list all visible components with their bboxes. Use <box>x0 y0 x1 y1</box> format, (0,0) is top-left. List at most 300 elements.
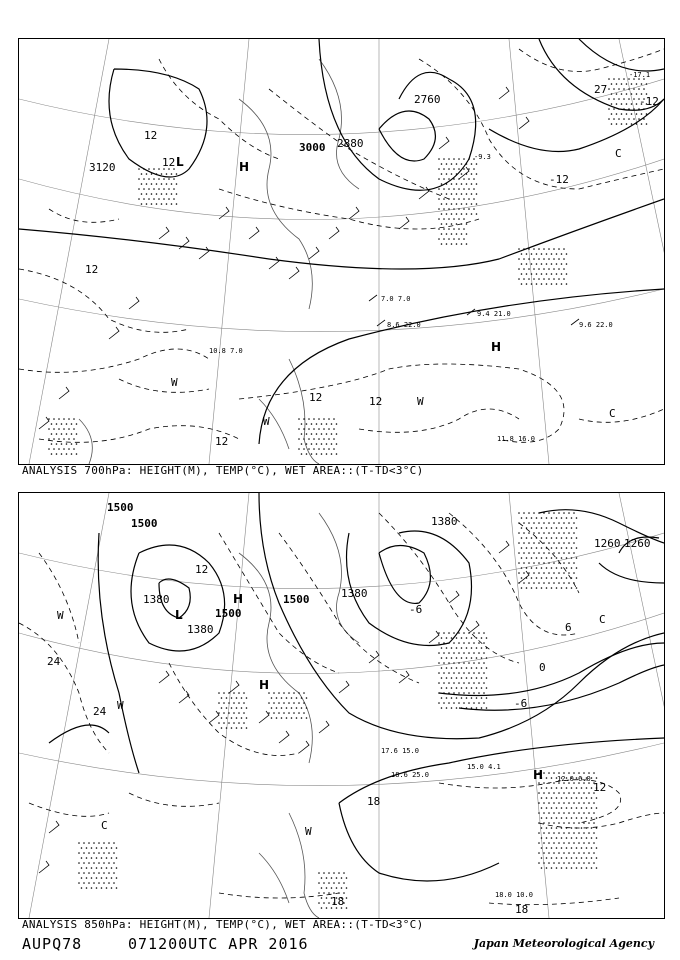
wet-dot <box>473 692 475 694</box>
wet-dot <box>581 837 583 839</box>
wet-dot <box>473 198 475 200</box>
wet-dot <box>473 642 475 644</box>
wet-dot <box>563 572 565 574</box>
wet-dot <box>561 577 563 579</box>
wet-dot <box>233 692 235 694</box>
wet-dot <box>71 453 73 455</box>
height-label: 3000 <box>299 141 326 154</box>
wet-dot <box>68 438 70 440</box>
wet-dot <box>451 697 453 699</box>
wet-dot <box>448 208 450 210</box>
wet-dot <box>308 428 310 430</box>
wet-dot <box>541 807 543 809</box>
wet-dot <box>583 772 585 774</box>
wet-dot <box>466 667 468 669</box>
wet-dot <box>473 702 475 704</box>
wet-dot <box>81 887 83 889</box>
wet-dot <box>541 537 543 539</box>
wet-dot <box>546 537 548 539</box>
wet-dot <box>461 223 463 225</box>
wet-dot <box>476 667 478 669</box>
wet-dot <box>448 178 450 180</box>
wet-dot <box>106 857 108 859</box>
wet-dot <box>158 198 160 200</box>
wet-dot <box>538 532 540 534</box>
wet-dot <box>518 562 520 564</box>
wet-dot <box>171 183 173 185</box>
wet-dot <box>223 692 225 694</box>
wet-dot <box>51 433 53 435</box>
wet-dot <box>541 837 543 839</box>
wet-dot <box>441 637 443 639</box>
wet-dot <box>521 263 523 265</box>
height-label: 1500 <box>215 607 242 620</box>
wet-dot <box>463 672 465 674</box>
wet-dot <box>586 797 588 799</box>
wet-dot <box>278 702 280 704</box>
wet-dot <box>461 183 463 185</box>
wet-dot <box>576 587 578 589</box>
wet-dot <box>56 443 58 445</box>
wet-dot <box>336 453 338 455</box>
bulletin-time: 071200UTC APR 2016 <box>128 935 309 953</box>
wet-dot <box>528 522 530 524</box>
wet-dot <box>461 203 463 205</box>
wet-dot <box>558 268 560 270</box>
wet-dot <box>538 802 540 804</box>
wet-dot <box>448 188 450 190</box>
wet-dot <box>103 882 105 884</box>
wet-dot <box>591 867 593 869</box>
wet-dot <box>456 667 458 669</box>
wet-dot <box>531 567 533 569</box>
wet-dot <box>451 163 453 165</box>
wet-dot <box>443 158 445 160</box>
wet-dot <box>443 178 445 180</box>
wet-dot <box>588 862 590 864</box>
wet-dot <box>236 717 238 719</box>
wet-dot <box>561 857 563 859</box>
wet-dot <box>446 233 448 235</box>
wet-dot <box>83 872 85 874</box>
wet-dot <box>138 198 140 200</box>
height-label: 1500 <box>107 501 134 514</box>
wet-dot <box>611 113 613 115</box>
wet-dot <box>288 702 290 704</box>
wet-dot <box>593 802 595 804</box>
wet-dot <box>578 822 580 824</box>
wet-dot <box>551 587 553 589</box>
wet-dot <box>548 842 550 844</box>
wet-dot <box>476 657 478 659</box>
wet-dot <box>108 842 110 844</box>
wet-dot <box>108 852 110 854</box>
wet-dot <box>86 877 88 879</box>
wet-dot <box>546 847 548 849</box>
wet-dot <box>476 213 478 215</box>
wet-dot <box>268 712 270 714</box>
wet-dot <box>596 847 598 849</box>
wet-dot <box>441 667 443 669</box>
wet-dot <box>591 817 593 819</box>
wet-dot <box>146 203 148 205</box>
wet-dot <box>321 443 323 445</box>
wet-dot <box>546 827 548 829</box>
wet-dot <box>523 532 525 534</box>
wet-dot <box>626 93 628 95</box>
wet-dot <box>311 423 313 425</box>
wet-dot <box>438 682 440 684</box>
wet-dot <box>636 123 638 125</box>
wet-dot <box>523 278 525 280</box>
wet-dot <box>446 667 448 669</box>
wet-dot <box>638 108 640 110</box>
wet-dot <box>446 213 448 215</box>
wet-dot <box>458 238 460 240</box>
wet-dot <box>608 108 610 110</box>
wet-dot <box>646 123 648 125</box>
wet-dot <box>571 567 573 569</box>
wet-dot <box>556 817 558 819</box>
wet-dot <box>466 697 468 699</box>
wet-dot <box>316 443 318 445</box>
wet-dot <box>453 168 455 170</box>
wet-dot <box>458 188 460 190</box>
wet-dot <box>581 847 583 849</box>
wet-dot <box>471 707 473 709</box>
wet-dot <box>113 862 115 864</box>
wet-dot <box>451 213 453 215</box>
wet-dot <box>458 642 460 644</box>
wet-dot <box>481 677 483 679</box>
wet-dot <box>556 587 558 589</box>
wet-dot <box>521 283 523 285</box>
wet-dot <box>176 203 178 205</box>
warm-center: W <box>417 395 424 408</box>
wet-dot <box>543 512 545 514</box>
wet-dot <box>66 453 68 455</box>
wet-dot <box>61 423 63 425</box>
wet-dot <box>541 527 543 529</box>
wet-dot <box>333 418 335 420</box>
wet-dot <box>583 802 585 804</box>
wet-dot <box>236 727 238 729</box>
wet-dot <box>98 852 100 854</box>
temp-label: 0 <box>539 661 546 674</box>
wet-dot <box>548 562 550 564</box>
wet-dot <box>276 697 278 699</box>
wet-dot <box>318 902 320 904</box>
wet-dot <box>476 203 478 205</box>
wet-dot <box>551 777 553 779</box>
wet-dot <box>543 258 545 260</box>
wet-dot <box>441 183 443 185</box>
wet-dot <box>298 428 300 430</box>
wet-dot <box>63 448 65 450</box>
wet-dot <box>566 857 568 859</box>
wet-dot <box>461 667 463 669</box>
wet-dot <box>58 428 60 430</box>
wet-dot <box>476 687 478 689</box>
wet-dot <box>463 178 465 180</box>
wet-dot <box>293 702 295 704</box>
wet-dot <box>551 253 553 255</box>
wet-dot <box>616 83 618 85</box>
svg-text:9.4 21.0: 9.4 21.0 <box>477 310 511 318</box>
wet-dot <box>453 702 455 704</box>
wet-dot <box>568 582 570 584</box>
wet-dot <box>483 702 485 704</box>
wet-dot <box>473 672 475 674</box>
wet-dot <box>556 253 558 255</box>
wet-dot <box>563 258 565 260</box>
wet-dot <box>453 158 455 160</box>
wet-dot <box>448 702 450 704</box>
wet-dot <box>113 872 115 874</box>
wet-dot <box>566 263 568 265</box>
wet-dot <box>443 652 445 654</box>
wet-dot <box>466 657 468 659</box>
wet-dot <box>561 263 563 265</box>
wet-dot <box>636 93 638 95</box>
wet-dot <box>448 662 450 664</box>
wet-dot <box>546 807 548 809</box>
high-center: H <box>491 340 502 354</box>
wet-dot <box>551 263 553 265</box>
wet-dot <box>543 812 545 814</box>
wet-dot <box>471 193 473 195</box>
wet-dot <box>283 692 285 694</box>
wet-dot <box>486 687 488 689</box>
wet-dot <box>303 712 305 714</box>
wet-dot <box>588 842 590 844</box>
wet-dot <box>101 877 103 879</box>
wet-dot <box>536 587 538 589</box>
wet-dot <box>581 827 583 829</box>
wet-dot <box>553 278 555 280</box>
wet-dot <box>541 263 543 265</box>
wet-dot <box>543 562 545 564</box>
wet-dot <box>238 722 240 724</box>
wet-dot <box>556 577 558 579</box>
wet-dot <box>83 882 85 884</box>
wet-dot <box>551 527 553 529</box>
wet-dot <box>553 562 555 564</box>
wet-dot <box>596 797 598 799</box>
wet-dot <box>171 203 173 205</box>
wet-dot <box>626 123 628 125</box>
wet-dot <box>311 443 313 445</box>
wet-dot <box>626 103 628 105</box>
wet-dot <box>346 907 348 909</box>
wet-dot <box>293 712 295 714</box>
wet-dot <box>608 98 610 100</box>
wet-dot <box>533 278 535 280</box>
wet-dot <box>531 587 533 589</box>
wet-dot <box>268 692 270 694</box>
wet-dot <box>448 238 450 240</box>
height-label: 1260 <box>594 537 621 550</box>
wet-dot <box>556 557 558 559</box>
wet-dot <box>96 847 98 849</box>
wet-dot <box>481 687 483 689</box>
wet-dot <box>158 188 160 190</box>
wet-dot <box>576 797 578 799</box>
wet-dot <box>443 702 445 704</box>
wet-dot <box>588 852 590 854</box>
wet-dot <box>463 198 465 200</box>
temp-label: 12 <box>195 563 209 576</box>
wet-dot <box>463 158 465 160</box>
wet-dot <box>573 832 575 834</box>
wet-dot <box>543 278 545 280</box>
wet-dot <box>168 188 170 190</box>
wet-dot <box>521 537 523 539</box>
wet-dot <box>561 787 563 789</box>
wet-dot <box>571 557 573 559</box>
wet-dot <box>456 213 458 215</box>
wet-dot <box>301 697 303 699</box>
wet-dot <box>541 857 543 859</box>
wet-dot <box>71 423 73 425</box>
wet-dot <box>328 892 330 894</box>
wet-dot <box>73 448 75 450</box>
wet-dot <box>443 632 445 634</box>
wet-dot <box>573 802 575 804</box>
wet-dot <box>568 822 570 824</box>
wet-dot <box>166 173 168 175</box>
wet-dot <box>518 552 520 554</box>
svg-text:7.0 7.0: 7.0 7.0 <box>381 295 411 303</box>
wet-dot <box>93 862 95 864</box>
wet-dot <box>343 882 345 884</box>
wet-dot <box>623 118 625 120</box>
svg-text:15.0 4.1: 15.0 4.1 <box>467 763 501 771</box>
wet-dot <box>548 582 550 584</box>
wet-dot <box>588 812 590 814</box>
wet-dot <box>336 887 338 889</box>
wet-dot <box>623 108 625 110</box>
wet-dot <box>546 527 548 529</box>
svg-text:18.6 25.0: 18.6 25.0 <box>391 771 429 779</box>
wet-dot <box>563 582 565 584</box>
wet-dot <box>573 562 575 564</box>
wet-dot <box>531 253 533 255</box>
wet-dot <box>593 822 595 824</box>
wet-dot <box>541 557 543 559</box>
wet-dot <box>451 243 453 245</box>
wet-dot <box>288 712 290 714</box>
wet-dot <box>538 582 540 584</box>
wet-dot <box>301 443 303 445</box>
wet-dot <box>103 872 105 874</box>
wet-dot <box>316 423 318 425</box>
wet-dot <box>568 792 570 794</box>
wet-dot <box>311 433 313 435</box>
station-plot <box>557 775 591 783</box>
wet-dot <box>561 537 563 539</box>
station-plot <box>497 435 535 443</box>
wet-dot <box>481 707 483 709</box>
wet-dot <box>591 827 593 829</box>
wet-dot <box>536 283 538 285</box>
wet-dot <box>538 552 540 554</box>
wet-dot <box>576 577 578 579</box>
wet-dot <box>438 158 440 160</box>
wet-dot <box>226 707 228 709</box>
wet-dot <box>556 847 558 849</box>
wet-dot <box>586 847 588 849</box>
wet-dot <box>161 173 163 175</box>
wet-dot <box>458 662 460 664</box>
wet-dot <box>478 652 480 654</box>
wet-dot <box>443 218 445 220</box>
wet-dot <box>581 787 583 789</box>
wind-barbs <box>39 87 529 429</box>
height-label: 1500 <box>131 517 158 530</box>
wet-dot <box>446 677 448 679</box>
wet-dot <box>546 547 548 549</box>
wet-dot <box>538 832 540 834</box>
wet-dot <box>458 198 460 200</box>
wet-dot <box>331 423 333 425</box>
wet-dot <box>321 897 323 899</box>
wet-dot <box>456 233 458 235</box>
wet-dot <box>103 842 105 844</box>
wet-dot <box>86 887 88 889</box>
wet-dot <box>558 512 560 514</box>
wet-dot <box>568 812 570 814</box>
wet-dot <box>541 867 543 869</box>
wet-dot <box>68 418 70 420</box>
wet-dot <box>613 98 615 100</box>
wet-dot <box>441 243 443 245</box>
wet-dot <box>556 537 558 539</box>
wet-dot <box>51 453 53 455</box>
wet-dot <box>298 692 300 694</box>
wet-dot <box>93 882 95 884</box>
wet-dot <box>616 113 618 115</box>
wet-dot <box>321 887 323 889</box>
wet-dot <box>536 557 538 559</box>
wet-dot <box>553 822 555 824</box>
wet-dot <box>566 577 568 579</box>
wet-dot <box>586 787 588 789</box>
wet-dot <box>473 662 475 664</box>
wet-dot <box>463 662 465 664</box>
wet-dot <box>68 428 70 430</box>
wet-dot <box>558 862 560 864</box>
wet-dot <box>88 872 90 874</box>
temp-label: 18 <box>367 795 381 808</box>
wet-dot <box>543 268 545 270</box>
wet-dot <box>323 882 325 884</box>
wet-dot <box>596 817 598 819</box>
wet-dot <box>333 872 335 874</box>
temp-label: -12 <box>639 95 659 108</box>
temp-label: 12 <box>369 395 383 408</box>
svg-text:10.8 7.0: 10.8 7.0 <box>209 347 243 355</box>
wet-dot <box>98 842 100 844</box>
wet-dot <box>466 243 468 245</box>
wet-dot <box>113 882 115 884</box>
wet-dot <box>576 557 578 559</box>
wet-dot <box>566 787 568 789</box>
height-contours <box>49 493 664 881</box>
wet-dot <box>221 697 223 699</box>
wet-dot <box>533 552 535 554</box>
wet-dot <box>156 193 158 195</box>
